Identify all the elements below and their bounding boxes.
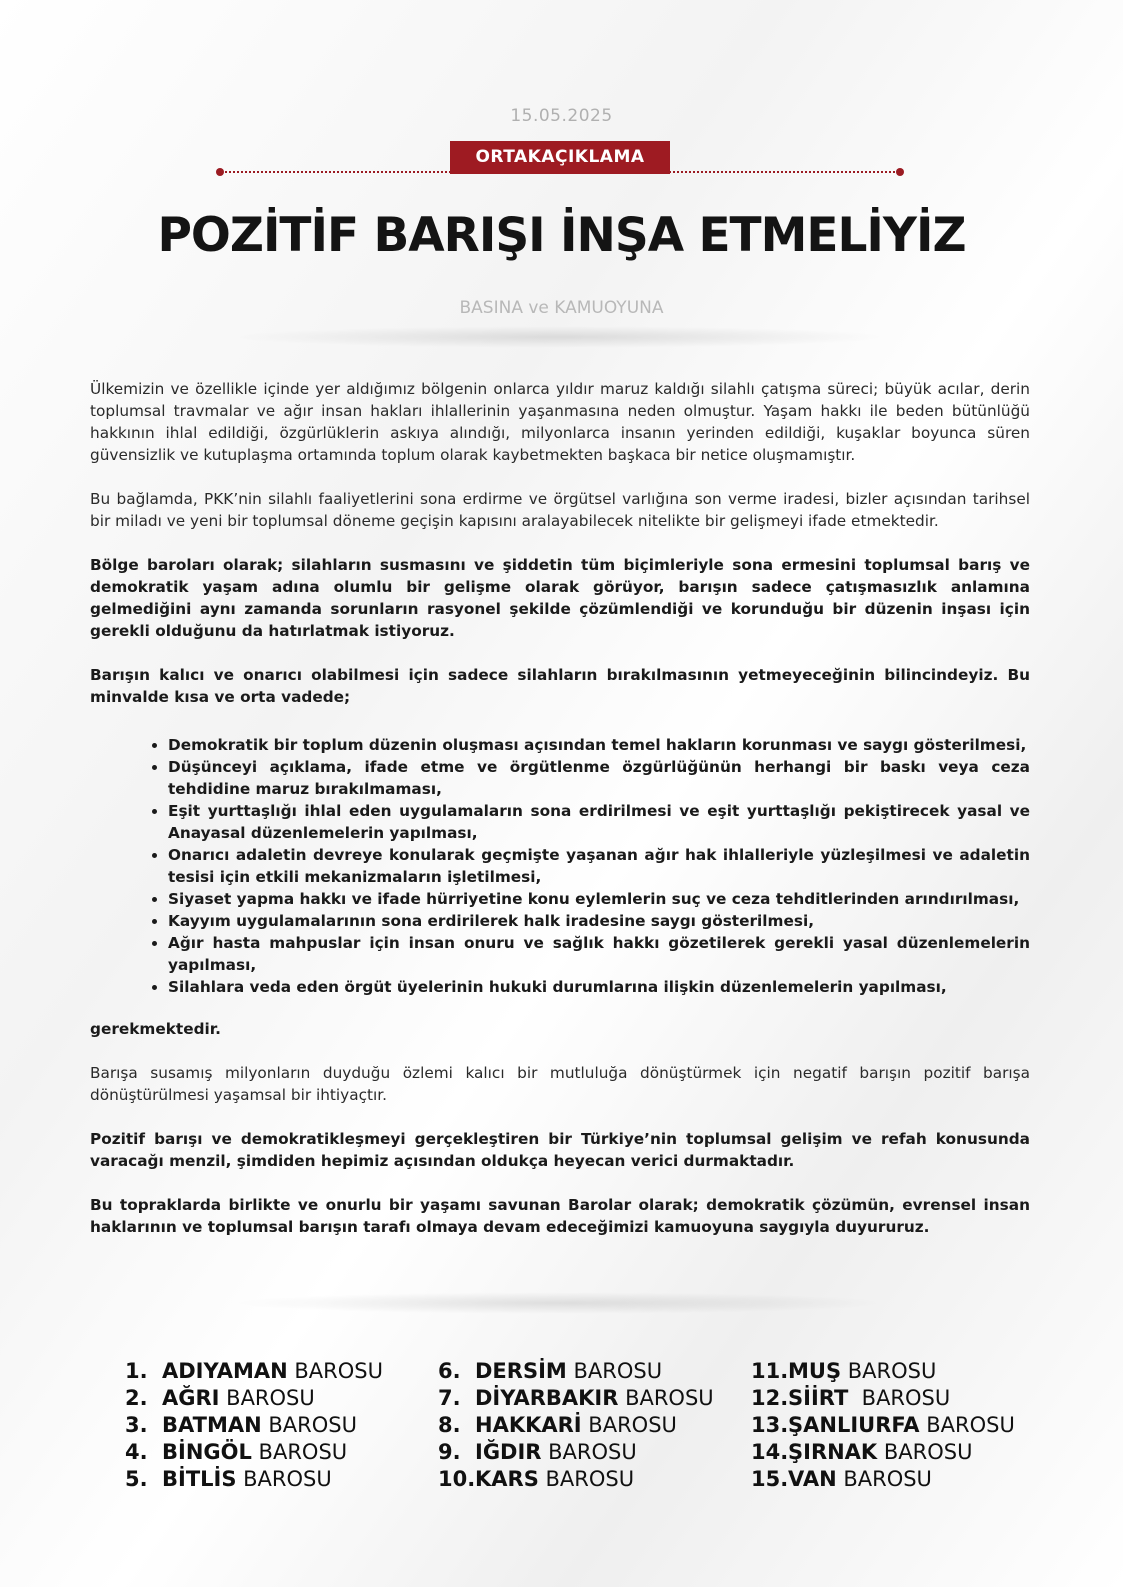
- subtitle: BASINA ve KAMUOYUNA: [459, 298, 664, 318]
- signatory-item: 3. BATMAN BAROSU: [125, 1413, 357, 1437]
- paragraph-6: Barışa susamış milyonların duyduğu özlemi kalıcı bir mutluluğa dönüştürmek için negatif barışın pozitif barışa dönüştürülmesi yaşamsal bir ihtiyaçtır.: [90, 1064, 1030, 1104]
- paragraph-8: Bu topraklarda birlikte ve onurlu bir yaşamı savunan Barolar olarak; demokratik çözümün, evrensel insan haklarının ve toplumsal barışın tarafı olmaya devam edeceğimizi kamuoyuna saygıyla duyururuz.: [90, 1196, 1030, 1236]
- signatory-item: 7. DİYARBAKIR BAROSU: [438, 1386, 714, 1410]
- demands-list: [90, 734, 1030, 998]
- page-title: POZİTİF BARIŞI İNŞA ETMELİYİZ: [157, 208, 966, 263]
- list-item: • Düşünceyi açıklama, ifade etme ve örgütlenme özgürlüğünün herhangi bir baskı veya ceza tehdidine maruz bırakılmaması,: [168, 756, 1030, 800]
- signatory-item: 15.VAN BAROSU: [751, 1467, 932, 1491]
- paragraph-2: Bu bağlamda, PKK’nin silahlı faaliyetlerini sona erdirme ve örgütsel varlığına son verme iradesi, bizler açısından tarihsel bir miladı ve yeni bir toplumsal döneme geçişin kapısını aralayabilecek nitelikte bir gelişmeyi ifade etmektedir.: [90, 490, 1030, 530]
- paragraph-5: gerekmektedir.: [90, 1020, 221, 1038]
- signatory-column-3: [751, 1358, 1051, 1493]
- badge-row: [218, 141, 902, 175]
- footer-shadow: [230, 1292, 890, 1314]
- divider-dot-right: [896, 168, 904, 176]
- paragraph-3: Bölge baroları olarak; silahların susmasını ve şiddetin tüm biçimleriyle sona ermesini toplumsal barış ve demokratik yaşam adına olumlu bir gelişme olarak görüyor, barışın sadece çatışmasızlık anlamına gelmediğini aynı zamanda sorunların rasyonel şekilde çözümlendiği ve korunduğu bir düzenin inşası için gerekli olduğunu da hatırlatmak istiyoruz.: [90, 556, 1030, 640]
- signatory-item: 14.ŞIRNAK BAROSU: [751, 1440, 973, 1464]
- list-item: • Eşit yurttaşlığı ihlal eden uygulamaların sona erdirilmesi ve eşit yurttaşlığı pekiştirecek yasal ve Anayasal düzenlemelerin yapılması,: [168, 800, 1030, 844]
- paragraph-7: Pozitif barışı ve demokratikleşmeyi gerçekleştiren bir Türkiye’nin toplumsal gelişim ve refah konusunda varacağı menzil, şimdiden hepimiz açısından oldukça heyecan verici durmaktadır.: [90, 1130, 1030, 1170]
- list-item: • Ağır hasta mahpuslar için insan onuru ve sağlık hakkı gözetilerek gerekli yasal düzenlemelerin yapılması,: [168, 932, 1030, 976]
- date: 15.05.2025: [510, 106, 613, 126]
- signatory-item: 11.MUŞ BAROSU: [751, 1359, 937, 1383]
- signatory-item: 1. ADIYAMAN BAROSU: [125, 1359, 383, 1383]
- list-item: • Demokratik bir toplum düzenin oluşması açısından temel hakların korunması ve saygı gösterilmesi,: [168, 734, 1030, 756]
- signatory-item: 13.ŞANLIURFA BAROSU: [751, 1413, 1015, 1437]
- signatory-item: 9. IĞDIR BAROSU: [438, 1440, 637, 1464]
- list-item: • Kayyım uygulamalarının sona erdirilerek halk iradesine saygı gösterilmesi,: [168, 910, 1030, 932]
- signatory-item: 8. HAKKARİ BAROSU: [438, 1413, 677, 1437]
- statement-badge: ORTAKAÇIKLAMA: [450, 141, 670, 174]
- signatory-column-1: [125, 1358, 425, 1493]
- divider-dot-left: [216, 168, 224, 176]
- paragraph-4: Barışın kalıcı ve onarıcı olabilmesi için sadece silahların bırakılmasının yetmeyeceğinin bilincindeyiz. Bu minvalde kısa ve orta vadede;: [90, 666, 1030, 706]
- statement-body: [90, 378, 1030, 1260]
- list-item: • Onarıcı adaletin devreye konularak geçmişte yaşanan ağır hak ihlalleriyle yüzleşilmesi ve adaletin tesisi için etkili mekanizmaların işletilmesi,: [168, 844, 1030, 888]
- signatory-item: 10.KARS BAROSU: [438, 1467, 635, 1491]
- signatory-item: 12.SİİRT BAROSU: [751, 1386, 951, 1410]
- list-item: • Siyaset yapma hakkı ve ifade hürriyetine konu eylemlerin suç ve ceza tehditlerinden arındırılması,: [168, 888, 1030, 910]
- paragraph-1: Ülkemizin ve özellikle içinde yer aldığımız bölgenin onlarca yıldır maruz kaldığı silahlı çatışma süreci; büyük acılar, derin toplumsal travmalar ve ağır insan hakları ihlallerinin yaşanmasına neden olmuştur. Yaşam hakkı ile beden bütünlüğü hakkının ihlal edildiği, özgürlüklerin askıya alındığı, milyonlarca insanın yerinden edildiği, kuşaklar boyunca süren güvensizlik ve kutuplaşma ortamında toplum olarak kaybetmekten başkaca bir netice oluşmamıştır.: [90, 380, 1030, 464]
- signatory-item: 2. AĞRI BAROSU: [125, 1386, 315, 1410]
- signatory-item: 6. DERSİM BAROSU: [438, 1359, 663, 1383]
- signatory-item: 5. BİTLİS BAROSU: [125, 1467, 332, 1491]
- header-shadow: [230, 326, 890, 348]
- signatory-item: 4. BİNGÖL BAROSU: [125, 1440, 348, 1464]
- list-item: • Silahlara veda eden örgüt üyelerinin hukuki durumlarına ilişkin düzenlemelerin yapılması,: [168, 976, 1030, 998]
- signatory-column-2: [438, 1358, 738, 1493]
